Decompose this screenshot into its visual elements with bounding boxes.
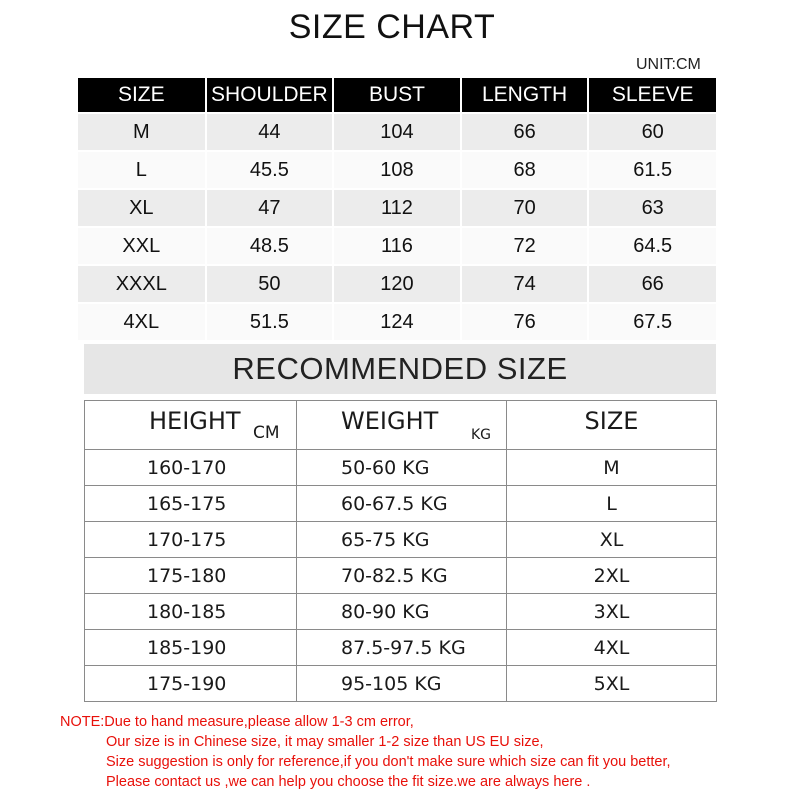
table-cell: L [78,151,206,189]
table-row [85,450,717,486]
table-row [78,189,716,227]
header-bust: BUST [333,78,461,113]
table-cell: 50 [206,265,334,303]
table-cell: 104 [333,113,461,151]
height-cell: 170-175 [85,522,297,558]
recommended-size-table [84,400,717,702]
height-cell: 175-190 [85,666,297,702]
table-cell: 44 [206,113,334,151]
table-cell: 66 [588,265,716,303]
table-cell: 67.5 [588,303,716,340]
table-row [78,227,716,265]
height-cell: 180-185 [85,594,297,630]
table-cell: 76 [461,303,589,340]
table-cell: XXXL [78,265,206,303]
header-height-label: HEIGHT [149,407,241,435]
table-cell: 51.5 [206,303,334,340]
page-title: SIZE CHART [288,8,496,46]
table-cell: 108 [333,151,461,189]
table-cell: 72 [461,227,589,265]
header-height [85,401,297,450]
header-size-label: SIZE [584,407,639,435]
table-cell: XL [78,189,206,227]
unit-label: UNIT:CM [636,56,701,73]
table-cell: 63 [588,189,716,227]
weight-cell: 65-75 KG [297,522,507,558]
size-cell: L [507,486,717,522]
table-row [85,522,717,558]
table-cell: 48.5 [206,227,334,265]
header-shoulder: SHOULDER [206,78,334,113]
height-cell: 160-170 [85,450,297,486]
header-sleeve: SLEEVE [588,78,716,113]
table-cell: 120 [333,265,461,303]
table-row [85,558,717,594]
note-line: Size suggestion is only for reference,if you don't make sure which size can fit you better, [106,754,671,770]
weight-cell: 80-90 KG [297,594,507,630]
table-row [78,151,716,189]
table-row [85,630,717,666]
header-weight-unit: KG [471,427,492,443]
size-cell: M [507,450,717,486]
note-line: NOTE:Due to hand measure,please allow 1-3 cm error, [60,714,414,730]
weight-cell: 60-67.5 KG [297,486,507,522]
weight-cell: 70-82.5 KG [297,558,507,594]
table-cell: 66 [461,113,589,151]
table-row [85,486,717,522]
header-length: LENGTH [461,78,589,113]
size-cell: 3XL [507,594,717,630]
table-cell: 74 [461,265,589,303]
size-chart-header-row [78,78,716,113]
height-cell: 175-180 [85,558,297,594]
note-line: Please contact us ,we can help you choose the fit size.we are always here . [106,774,591,790]
table-cell: 60 [588,113,716,151]
height-cell: 165-175 [85,486,297,522]
note-text [60,712,790,792]
weight-cell: 87.5-97.5 KG [297,630,507,666]
table-cell: 70 [461,189,589,227]
table-row [78,265,716,303]
height-cell: 185-190 [85,630,297,666]
table-cell: 116 [333,227,461,265]
note-line: Our size is in Chinese size, it may smaller 1-2 size than US EU size, [106,734,544,750]
recommended-header-row [85,401,717,450]
size-cell: XL [507,522,717,558]
table-cell: 124 [333,303,461,340]
header-size [507,401,717,450]
weight-cell: 95-105 KG [297,666,507,702]
size-cell: 4XL [507,630,717,666]
table-cell: 4XL [78,303,206,340]
size-cell: 2XL [507,558,717,594]
table-cell: M [78,113,206,151]
size-cell: 5XL [507,666,717,702]
header-weight [297,401,507,450]
header-height-unit: CM [253,423,280,443]
weight-cell: 50-60 KG [297,450,507,486]
table-cell: 47 [206,189,334,227]
table-row [78,303,716,340]
recommended-size-title: RECOMMENDED SIZE [84,344,716,394]
header-size: SIZE [78,78,206,113]
table-row [85,594,717,630]
header-weight-label: WEIGHT [341,407,439,435]
table-cell: 61.5 [588,151,716,189]
table-cell: XXL [78,227,206,265]
table-cell: 64.5 [588,227,716,265]
table-cell: 112 [333,189,461,227]
table-cell: 68 [461,151,589,189]
size-chart-table [78,78,716,340]
table-row [85,666,717,702]
table-cell: 45.5 [206,151,334,189]
table-row [78,113,716,151]
